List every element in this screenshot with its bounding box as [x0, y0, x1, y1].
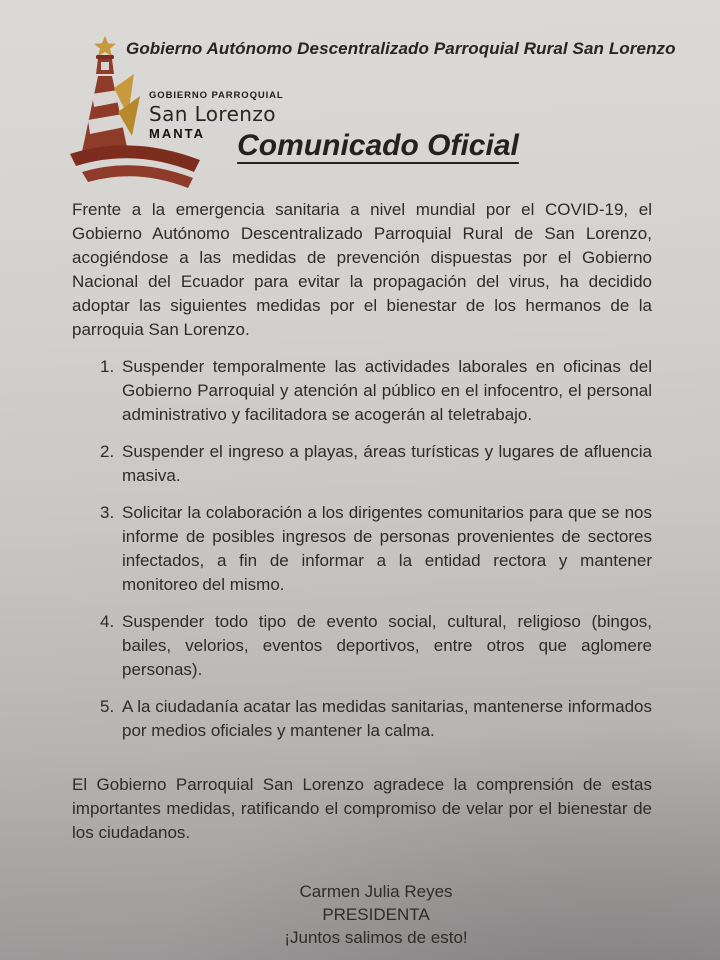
- document-body: [72, 198, 652, 949]
- list-item-text: Suspender el ingreso a playas, áreas turísticas y lugares de afluencia masiva.: [122, 442, 652, 485]
- list-item-number: 2.: [100, 442, 115, 461]
- list-item: [72, 355, 652, 427]
- list-item-text: A la ciudadanía acatar las medidas sanitarias, mantenerse informados por medios oficiales y mantener la calma.: [122, 697, 652, 740]
- signatory-name: Carmen Julia Reyes: [299, 882, 453, 901]
- star-icon: [94, 36, 116, 56]
- list-item-number: 3.: [100, 503, 115, 522]
- list-item: [72, 610, 652, 682]
- intro-paragraph: Frente a la emergencia sanitaria a nivel mundial por el COVID-19, el Gobierno Autónomo Descentralizado Parroquial Rural de San Lorenzo, acogiéndose a las medidas de prevención dispuestas por el Gobierno Nacional del Ecuador para evitar la propagación del virus, ha decidido adoptar las siguientes medidas por el bienestar de los hermanos de la parroquia San Lorenzo.: [72, 200, 652, 339]
- logo-manta: MANTA: [149, 125, 205, 141]
- list-item-number: 5.: [100, 697, 115, 716]
- list-item-text: Suspender temporalmente las actividades laborales en oficinas del Gobierno Parroquial y atención al público en el infocentro, el personal administrativo y facilitadora se acogerán al teletrabajo.: [122, 357, 652, 424]
- list-item-text: Solicitar la colaboración a los dirigentes comunitarios para que se nos informe de posibles ingresos de personas provenientes de sectores infectados, a fin de informar a la entidad rectora y mantener monitoreo del mismo.: [122, 503, 652, 594]
- org-title: Gobierno Autónomo Descentralizado Parroquial Rural San Lorenzo: [126, 39, 676, 58]
- list-item-number: 4.: [100, 612, 115, 631]
- document-title: Comunicado Oficial: [237, 129, 519, 162]
- list-item: [72, 440, 652, 488]
- closing-paragraph: El Gobierno Parroquial San Lorenzo agradece la comprensión de estas importantes medidas, ratificando el compromiso de velar por el bienestar de los ciudadanos.: [72, 775, 652, 842]
- signatory-title: PRESIDENTA: [322, 905, 430, 924]
- signature-slogan: ¡Juntos salimos de esto!: [284, 928, 468, 947]
- logo-san-lorenzo: San Lorenzo: [149, 101, 276, 126]
- measures-list: [72, 355, 652, 743]
- list-item: [72, 501, 652, 597]
- list-item-text: Suspender todo tipo de evento social, cultural, religioso (bingos, bailes, velorios, eventos deportivos, entre otros que aglomere personas).: [122, 612, 652, 679]
- list-item-number: 1.: [100, 357, 115, 376]
- signature-block: [86, 880, 666, 949]
- list-item: [72, 695, 652, 743]
- logo-gobierno-parroquial: GOBIERNO PARROQUIAL: [149, 90, 284, 101]
